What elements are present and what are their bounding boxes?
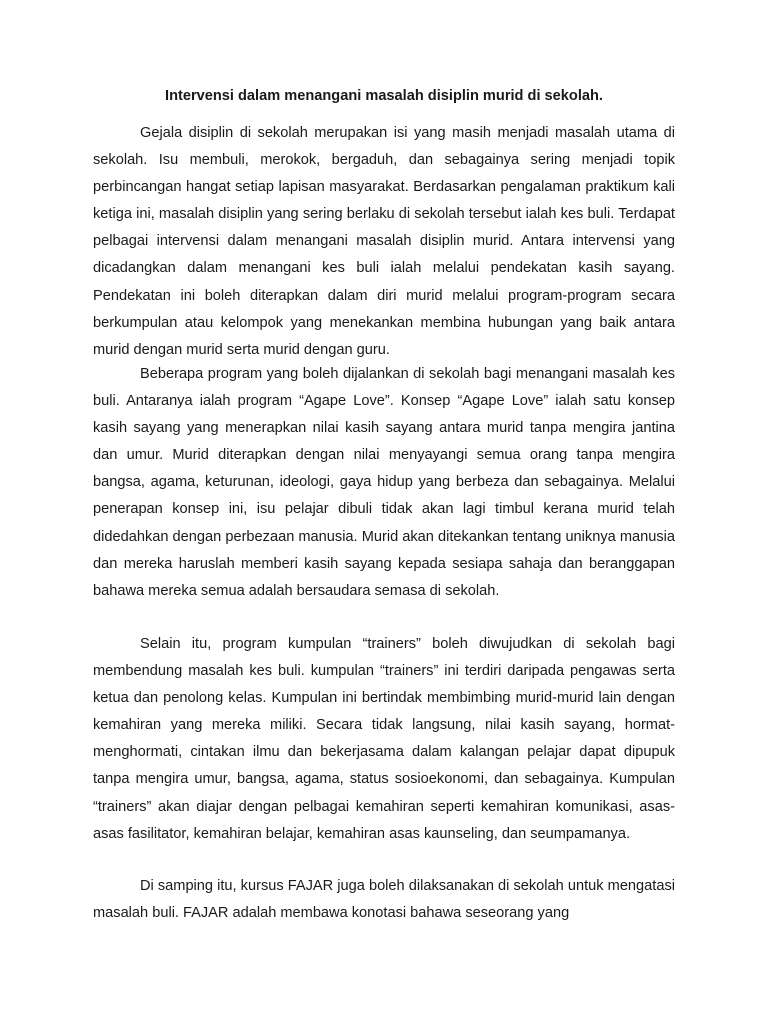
paragraph-2-text: Beberapa program yang boleh dijalankan di sekolah bagi menangani masalah kes buli. Antaranya ialah program “Agape Love”. Konsep “Agape Love” ialah satu konsep kasih sayang yang menerapkan nilai kasih sayang antara murid tanpa mengira jantina dan umur. Murid diterapkan dengan nilai menyayangi semua orang tanpa mengira bangsa, agama, keturunan, ideologi, gaya hidup yang berbeza dan sebagainya. Melalui penerapan konsep ini, isu pelajar dibuli tidak akan lagi timbul kerana murid telah didedahkan dengan perbezaan manusia. Murid akan ditekankan tentang uniknya manusia dan mereka haruslah memberi kasih sayang kepada sesiapa sahaja dan beranggapan bahawa mereka semua adalah bersaudara semasa di sekolah.: [93, 366, 675, 599]
paragraph-1: [93, 120, 675, 364]
paragraph-3: [93, 631, 675, 848]
paragraph-1-text: Gejala disiplin di sekolah merupakan isi yang masih menjadi masalah utama di sekolah. Isu membuli, merokok, bergaduh, dan sebagainya sering menjadi topik perbincangan hangat setiap lapisan masyarakat. Berdasarkan pengalaman praktikum kali ketiga ini, masalah disiplin yang sering berlaku di sekolah tersebut ialah kes buli. Terdapat pelbagai intervensi dalam menangani masalah disiplin murid. Antara intervensi yang dicadangkan dalam menangani kes buli ialah melalui pendekatan kasih sayang. Pendekatan ini boleh diterapkan dalam diri murid melalui program-program secara berkumpulan atau kelompok yang menekankan membina hubungan yang baik antara murid dengan murid serta murid dengan guru.: [93, 125, 675, 358]
paragraph-2: [93, 361, 675, 605]
paragraph-4: [93, 873, 675, 927]
document-title: Intervensi dalam menangani masalah disiplin murid di sekolah.: [165, 88, 603, 104]
paragraph-3-text: Selain itu, program kumpulan “trainers” boleh diwujudkan di sekolah bagi membendung masalah kes buli. kumpulan “trainers” ini terdiri daripada pengawas serta ketua dan penolong kelas. Kumpulan ini bertindak membimbing murid-murid lain dengan kemahiran yang mereka miliki. Secara tidak langsung, nilai kasih sayang, hormat-menghormati, cintakan ilmu dan bekerjasama dalam kalangan pelajar dapat dipupuk tanpa mengira umur, bangsa, agama, status sosioekonomi, dan sebagainya. Kumpulan “trainers” akan diajar dengan pelbagai kemahiran seperti kemahiran komunikasi, asas-asas fasilitator, kemahiran belajar, kemahiran asas kaunseling, dan seumpamanya.: [93, 636, 675, 842]
paragraph-4-text: Di samping itu, kursus FAJAR juga boleh dilaksanakan di sekolah untuk mengatasi masalah buli. FAJAR adalah membawa konotasi bahawa seseorang yang: [93, 878, 675, 922]
